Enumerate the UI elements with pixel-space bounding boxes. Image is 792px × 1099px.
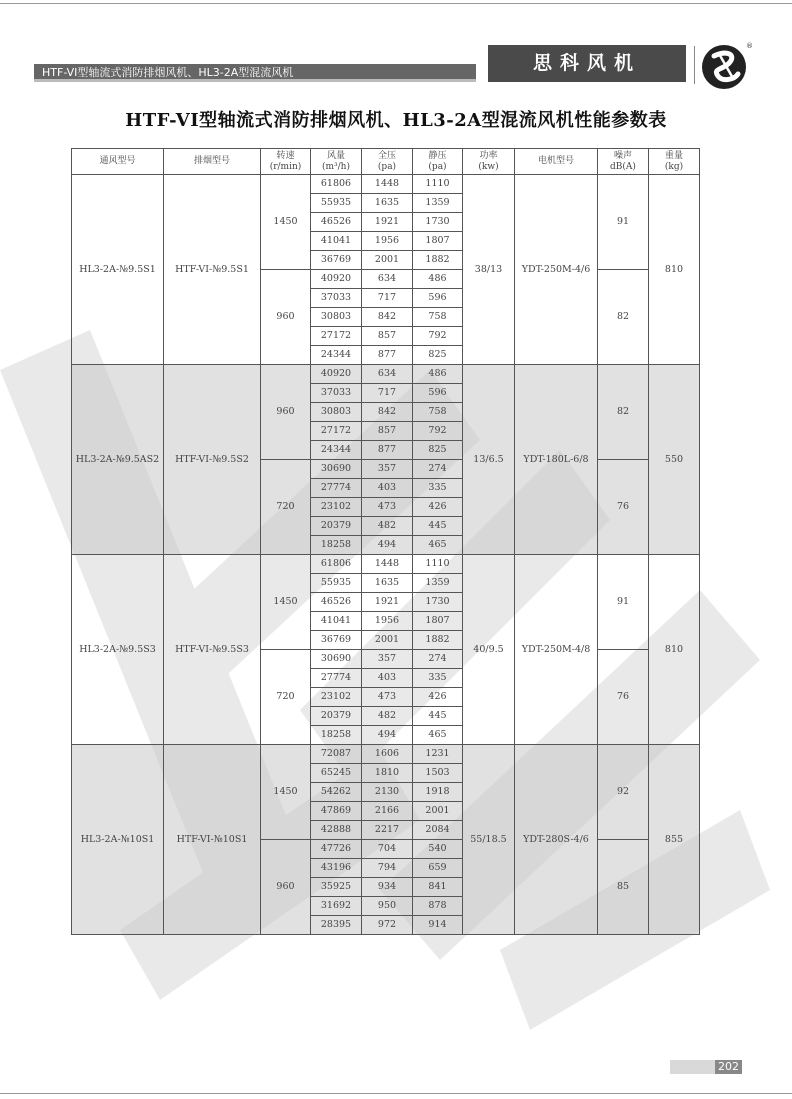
motor-model-cell: YDT-250M-4/6 [515,175,598,365]
static-pressure-cell: 426 [413,498,463,517]
static-pressure-cell: 465 [413,536,463,555]
static-pressure-cell: 1503 [413,764,463,783]
smoke-model-cell: HTF-VI-№9.5S3 [164,555,261,745]
static-pressure-cell: 1110 [413,175,463,194]
static-pressure-cell: 659 [413,859,463,878]
airflow-cell: 43196 [311,859,362,878]
weight-cell: 810 [649,555,700,745]
static-pressure-cell: 335 [413,479,463,498]
airflow-cell: 40920 [311,270,362,289]
static-pressure-cell: 1231 [413,745,463,764]
table-row [72,745,700,764]
airflow-cell: 30690 [311,650,362,669]
total-pressure-cell: 403 [362,479,413,498]
total-pressure-cell: 842 [362,403,413,422]
speed-cell: 720 [261,650,311,745]
weight-cell: 810 [649,175,700,365]
total-pressure-cell: 634 [362,270,413,289]
airflow-cell: 23102 [311,498,362,517]
noise-cell: 82 [598,270,649,365]
total-pressure-cell: 2130 [362,783,413,802]
registered-mark: ® [746,42,753,50]
airflow-cell: 27172 [311,327,362,346]
airflow-cell: 28395 [311,916,362,935]
airflow-cell: 37033 [311,289,362,308]
col-header: 静压 (pa) [413,149,463,175]
airflow-cell: 47726 [311,840,362,859]
col-header: 噪声 dB(A) [598,149,649,175]
total-pressure-cell: 704 [362,840,413,859]
motor-model-cell: YDT-250M-4/8 [515,555,598,745]
airflow-cell: 47869 [311,802,362,821]
noise-cell: 82 [598,365,649,460]
brand-name-box [488,45,686,82]
static-pressure-cell: 1807 [413,612,463,631]
static-pressure-cell: 465 [413,726,463,745]
motor-model-cell: YDT-180L-6/8 [515,365,598,555]
brand-name: 思科风机 [532,52,641,74]
static-pressure-cell: 792 [413,327,463,346]
noise-cell: 91 [598,175,649,270]
table-row [72,175,700,194]
airflow-cell: 24344 [311,441,362,460]
page-number: 202 [715,1060,742,1074]
static-pressure-cell: 1882 [413,631,463,650]
total-pressure-cell: 1956 [362,232,413,251]
noise-cell: 76 [598,650,649,745]
total-pressure-cell: 2217 [362,821,413,840]
airflow-cell: 55935 [311,194,362,213]
static-pressure-cell: 274 [413,460,463,479]
weight-cell: 855 [649,745,700,935]
airflow-cell: 27172 [311,422,362,441]
static-pressure-cell: 486 [413,270,463,289]
airflow-cell: 72087 [311,745,362,764]
airflow-cell: 55935 [311,574,362,593]
total-pressure-cell: 2001 [362,251,413,270]
speed-cell: 1450 [261,745,311,840]
col-header: 重量 (kg) [649,149,700,175]
static-pressure-cell: 825 [413,346,463,365]
table-header-row [72,149,700,175]
airflow-cell: 40920 [311,365,362,384]
airflow-cell: 61806 [311,555,362,574]
col-header: 通风型号 [72,149,164,175]
static-pressure-cell: 792 [413,422,463,441]
total-pressure-cell: 950 [362,897,413,916]
airflow-cell: 30803 [311,403,362,422]
brand-divider [694,46,695,84]
total-pressure-cell: 1448 [362,555,413,574]
col-header: 功率 (kw) [463,149,515,175]
total-pressure-cell: 1921 [362,593,413,612]
airflow-cell: 20379 [311,707,362,726]
total-pressure-cell: 717 [362,384,413,403]
airflow-cell: 46526 [311,213,362,232]
airflow-cell: 31692 [311,897,362,916]
total-pressure-cell: 494 [362,536,413,555]
airflow-cell: 37033 [311,384,362,403]
airflow-cell: 36769 [311,631,362,650]
static-pressure-cell: 2084 [413,821,463,840]
airflow-cell: 61806 [311,175,362,194]
total-pressure-cell: 1635 [362,194,413,213]
total-pressure-cell: 842 [362,308,413,327]
total-pressure-cell: 1956 [362,612,413,631]
performance-table [71,148,700,935]
power-cell: 38/13 [463,175,515,365]
total-pressure-cell: 857 [362,327,413,346]
total-pressure-cell: 857 [362,422,413,441]
smoke-model-cell: HTF-VI-№9.5S1 [164,175,261,365]
vent-model-cell: HL3-2A-№9.5AS2 [72,365,164,555]
static-pressure-cell: 758 [413,403,463,422]
weight-cell: 550 [649,365,700,555]
airflow-cell: 18258 [311,536,362,555]
bottom-rule [0,1093,792,1094]
table-row [72,365,700,384]
total-pressure-cell: 1810 [362,764,413,783]
col-header: 风量 (m³/h) [311,149,362,175]
section-header-bar [34,64,476,82]
static-pressure-cell: 335 [413,669,463,688]
static-pressure-cell: 426 [413,688,463,707]
page-number-bar [670,1060,742,1074]
col-header: 全压 (pa) [362,149,413,175]
vent-model-cell: HL3-2A-№9.5S3 [72,555,164,745]
col-header: 电机型号 [515,149,598,175]
airflow-cell: 41041 [311,612,362,631]
airflow-cell: 30803 [311,308,362,327]
airflow-cell: 54262 [311,783,362,802]
total-pressure-cell: 794 [362,859,413,878]
top-rule [0,3,792,4]
airflow-cell: 18258 [311,726,362,745]
total-pressure-cell: 634 [362,365,413,384]
total-pressure-cell: 877 [362,441,413,460]
total-pressure-cell: 494 [362,726,413,745]
total-pressure-cell: 1921 [362,213,413,232]
static-pressure-cell: 445 [413,707,463,726]
static-pressure-cell: 1359 [413,194,463,213]
speed-cell: 1450 [261,175,311,270]
total-pressure-cell: 403 [362,669,413,688]
speed-cell: 1450 [261,555,311,650]
static-pressure-cell: 1730 [413,593,463,612]
airflow-cell: 23102 [311,688,362,707]
total-pressure-cell: 717 [362,289,413,308]
total-pressure-cell: 1635 [362,574,413,593]
airflow-cell: 27774 [311,479,362,498]
vent-model-cell: HL3-2A-№9.5S1 [72,175,164,365]
airflow-cell: 41041 [311,232,362,251]
airflow-cell: 36769 [311,251,362,270]
total-pressure-cell: 2166 [362,802,413,821]
static-pressure-cell: 1882 [413,251,463,270]
power-cell: 40/9.5 [463,555,515,745]
airflow-cell: 24344 [311,346,362,365]
total-pressure-cell: 2001 [362,631,413,650]
total-pressure-cell: 482 [362,517,413,536]
col-header: 转速 (r/min) [261,149,311,175]
static-pressure-cell: 914 [413,916,463,935]
total-pressure-cell: 357 [362,460,413,479]
power-cell: 13/6.5 [463,365,515,555]
static-pressure-cell: 841 [413,878,463,897]
page-title: HTF-VI型轴流式消防排烟风机、HL3-2A型混流风机性能参数表 [125,110,667,131]
static-pressure-cell: 758 [413,308,463,327]
airflow-cell: 42888 [311,821,362,840]
total-pressure-cell: 972 [362,916,413,935]
static-pressure-cell: 596 [413,289,463,308]
static-pressure-cell: 540 [413,840,463,859]
total-pressure-cell: 877 [362,346,413,365]
vent-model-cell: HL3-2A-№10S1 [72,745,164,935]
total-pressure-cell: 473 [362,498,413,517]
static-pressure-cell: 1918 [413,783,463,802]
static-pressure-cell: 825 [413,441,463,460]
noise-cell: 85 [598,840,649,935]
airflow-cell: 27774 [311,669,362,688]
airflow-cell: 20379 [311,517,362,536]
total-pressure-cell: 357 [362,650,413,669]
motor-model-cell: YDT-280S-4/6 [515,745,598,935]
speed-cell: 960 [261,365,311,460]
speed-cell: 720 [261,460,311,555]
power-cell: 55/18.5 [463,745,515,935]
airflow-cell: 30690 [311,460,362,479]
col-header: 排烟型号 [164,149,261,175]
table-body [72,175,700,935]
static-pressure-cell: 1110 [413,555,463,574]
total-pressure-cell: 473 [362,688,413,707]
static-pressure-cell: 878 [413,897,463,916]
airflow-cell: 46526 [311,593,362,612]
total-pressure-cell: 482 [362,707,413,726]
static-pressure-cell: 596 [413,384,463,403]
speed-cell: 960 [261,270,311,365]
static-pressure-cell: 445 [413,517,463,536]
airflow-cell: 65245 [311,764,362,783]
static-pressure-cell: 1730 [413,213,463,232]
static-pressure-cell: 1807 [413,232,463,251]
total-pressure-cell: 1448 [362,175,413,194]
noise-cell: 91 [598,555,649,650]
static-pressure-cell: 486 [413,365,463,384]
static-pressure-cell: 2001 [413,802,463,821]
noise-cell: 76 [598,460,649,555]
static-pressure-cell: 1359 [413,574,463,593]
table-row [72,555,700,574]
brand-logo-icon [700,40,752,92]
total-pressure-cell: 934 [362,878,413,897]
airflow-cell: 35925 [311,878,362,897]
total-pressure-cell: 1606 [362,745,413,764]
static-pressure-cell: 274 [413,650,463,669]
smoke-model-cell: HTF-VI-№10S1 [164,745,261,935]
section-label: HTF-VI型轴流式消防排烟风机、HL3-2A型混流风机 [42,66,294,79]
noise-cell: 92 [598,745,649,840]
smoke-model-cell: HTF-VI-№9.5S2 [164,365,261,555]
speed-cell: 960 [261,840,311,935]
